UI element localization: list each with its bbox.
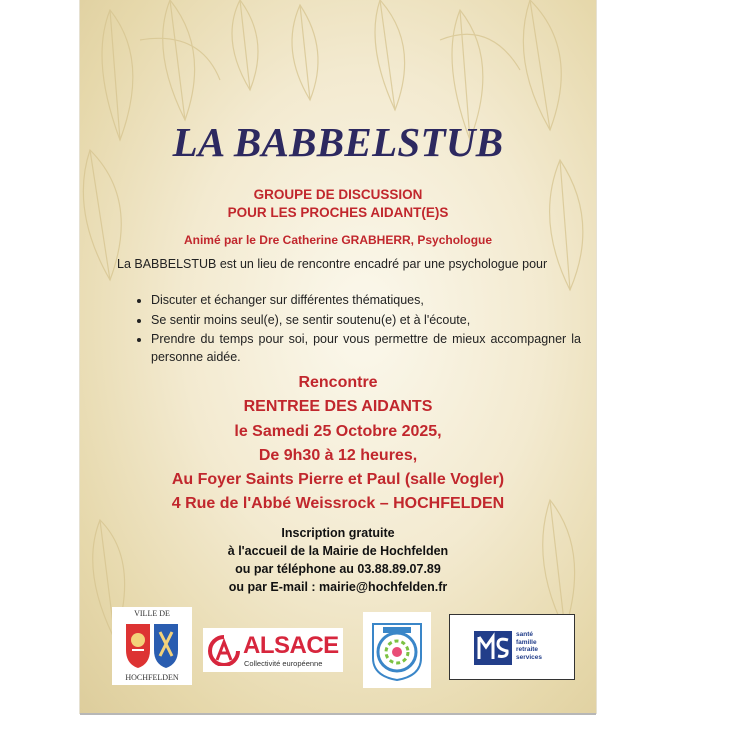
page-bottom-edge: [80, 713, 596, 715]
msa-logo: [449, 614, 575, 680]
association-badge-logo: [363, 612, 431, 688]
event-line-date: le Samedi 25 Octobre 2025,: [234, 423, 442, 440]
alsace-a-icon: [207, 634, 241, 666]
bullet-list: [131, 292, 581, 368]
bullet-item: • Discuter et échanger sur différentes thématiques,: [151, 292, 581, 310]
intro-text: La BABBELSTUB est un lieu de rencontre encadré par une psychologue pour: [117, 257, 548, 271]
event-line-venue: Au Foyer Saints Pierre et Paul (salle Vogler): [171, 471, 505, 488]
event-line-address: 4 Rue de l'Abbé Weissrock – HOCHFELDEN: [171, 495, 505, 512]
alsace-logo-subtext: Collectivité européenne: [244, 659, 323, 668]
round-badge-icon: [367, 618, 427, 682]
event-line-rencontre: Rencontre: [298, 374, 378, 391]
bullet-item: • Prendre du temps pour soi, pour vous permettre de mieux accompagner la personne aidée.: [151, 331, 581, 366]
alsace-logo-text: ALSACE: [243, 632, 339, 659]
alsace-logo: [203, 628, 343, 672]
msa-tagline: [516, 631, 542, 661]
registration-line-1: Inscription gratuite: [281, 526, 395, 540]
subtitle-line-1: GROUPE DE DISCUSSION: [253, 187, 423, 202]
registration-line-4: ou par E-mail : mairie@hochfelden.fr: [228, 580, 448, 594]
hochfelden-logo: [112, 607, 192, 685]
registration-line-2: à l'accueil de la Mairie de Hochfelden: [227, 544, 449, 558]
msa-tagline-line: famille: [516, 638, 537, 646]
bullet-item: • Se sentir moins seul(e), se sentir soutenu(e) et à l'écoute,: [151, 312, 581, 330]
event-line-time: De 9h30 à 12 heures,: [258, 447, 418, 464]
poster: [80, 0, 596, 713]
hochfelden-logo-bottom: HOCHFELDEN: [125, 673, 179, 682]
registration-line-3: ou par téléphone au 03.88.89.07.89: [235, 562, 441, 576]
animator-line: Animé par le Dre Catherine GRABHERR, Psychologue: [183, 233, 493, 247]
msa-tagline-line: retraite: [516, 646, 539, 653]
msa-emblem-icon: [474, 631, 512, 665]
msa-tagline-line: santé: [516, 631, 533, 638]
msa-tagline-line: services: [516, 653, 543, 661]
event-line-title: RENTREE DES AIDANTS: [243, 398, 433, 415]
hochfelden-logo-top: VILLE DE: [134, 609, 170, 618]
coat-of-arms-icon: [122, 620, 182, 672]
poster-title: LA BABBELSTUB: [172, 119, 504, 165]
subtitle-line-2: POUR LES PROCHES AIDANT(E)S: [227, 205, 449, 220]
